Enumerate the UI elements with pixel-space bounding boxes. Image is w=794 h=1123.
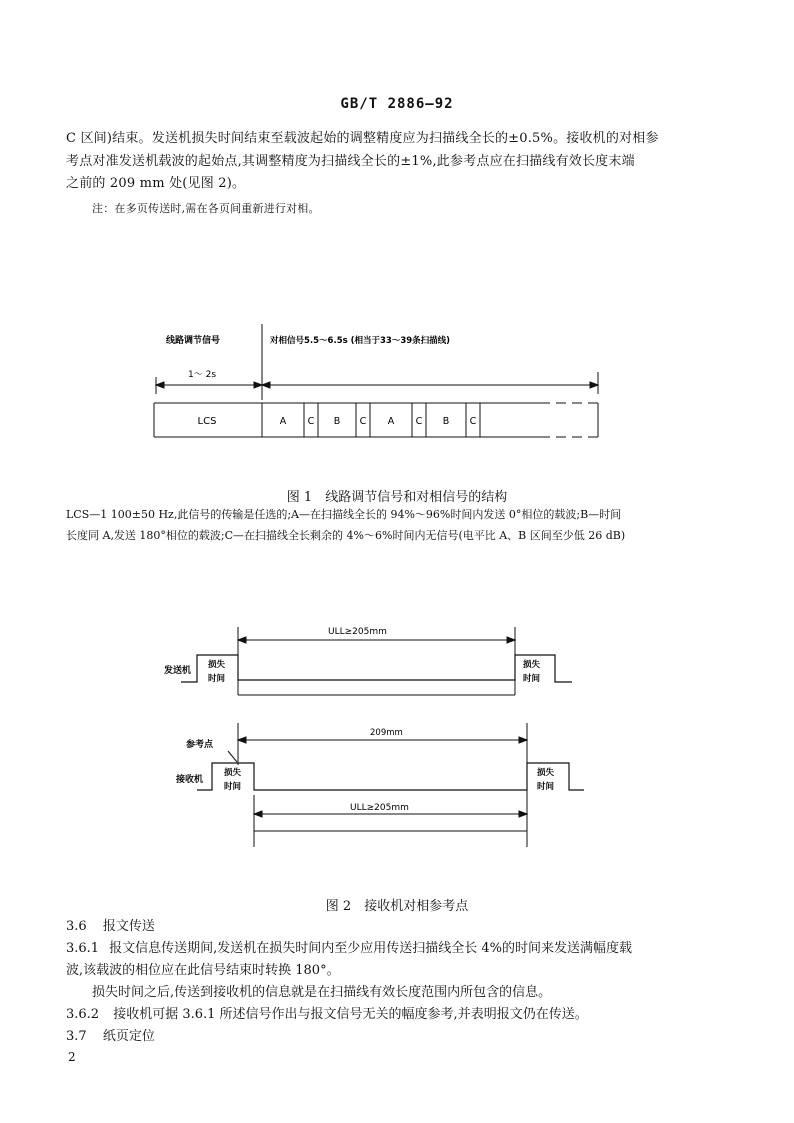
intro-line: 之前的 209 mm 处(见图 2)。	[66, 176, 246, 191]
section-number: 3.6.2	[66, 1007, 100, 1022]
figure-2-caption: 图 2 接收机对相参考点	[325, 899, 469, 914]
label-lcs-signal: 线路调节信号	[166, 336, 221, 346]
ull-bottom-label: ULL≥205mm	[350, 803, 409, 813]
legend-line: LCS—1 100±50 Hz,此信号的传输是任选的;A—在扫描线全长的 94%～96%时间内发送 0°相位的载波;B—时间	[66, 508, 622, 521]
loss-time-label: 损失	[224, 768, 242, 778]
document-header: GB/T 2886—92	[340, 96, 454, 112]
loss-time-label: 时间	[523, 674, 541, 684]
figure-2-diagram	[0, 615, 794, 855]
intro-paragraph	[66, 128, 716, 196]
section-3-6-2	[66, 1004, 588, 1026]
loss-time-label: 损失	[537, 768, 555, 778]
receiver-waveform	[197, 763, 584, 790]
section-text: 波,该载波的相位应在此信号结束时转换 180°。	[66, 963, 340, 978]
loss-time-label: 时间	[537, 782, 555, 792]
section-3-7	[66, 1026, 155, 1048]
note: 注：在多页传送时,需在各页间重新进行对相。	[92, 202, 320, 215]
intro-line: C 区间)结束。发送机损失时间结束至载波起始的调整精度应为扫描线全长的±0.5%。接收机的对相参	[66, 131, 659, 146]
paragraph-loss-time: 损失时间之后,传送到接收机的信息就是在扫描线有效长度范围内所包含的信息。	[92, 985, 552, 1000]
section-number: 3.6.1	[66, 941, 100, 956]
section-3-6-1	[66, 938, 726, 982]
cell-c: C	[359, 416, 367, 427]
cell-c: C	[469, 416, 477, 427]
page-number: 2	[68, 1050, 76, 1064]
legend-line: 长度同 A,发送 180°相位的载波;C—在扫描线全长剩余的 4%～6%时间内无信号(电平比 A、B 区间至少低 26 dB)	[66, 529, 626, 542]
label-phase-signal: 对相信号5.5～6.5s (相当于33～39条扫描线)	[270, 336, 451, 346]
cell-c: C	[415, 416, 423, 427]
ref-point-label: 参考点	[186, 740, 214, 750]
receiver-label: 接收机	[176, 775, 204, 785]
ref-pointer	[228, 751, 237, 762]
sender-label: 发送机	[164, 666, 192, 676]
figure-1-legend	[66, 504, 726, 546]
duration-label: 1～ 2s	[188, 370, 217, 380]
section-number: 3.7	[66, 1029, 87, 1044]
section-title: 纸页定位	[102, 1029, 155, 1044]
section-3-6	[66, 916, 155, 938]
arrow-left	[156, 382, 164, 388]
cell-a: A	[279, 416, 287, 427]
loss-time-label: 时间	[224, 782, 242, 792]
cell-lcs: LCS	[197, 416, 217, 427]
ull-top-label: ULL≥205mm	[328, 627, 387, 637]
section-text: 接收机可据 3.6.1 所述信号作出与报文信号无关的幅度参考,并表明报文仍在传送。	[113, 1007, 588, 1022]
section-title: 报文传送	[102, 919, 155, 934]
cell-b: B	[333, 416, 341, 427]
section-text: 报文信息传送期间,发送机在损失时间内至少应用传送扫描线全长 4%的时间来发送满幅度载	[109, 941, 632, 956]
cell-b: B	[442, 416, 450, 427]
loss-time-label: 损失	[523, 660, 541, 670]
figure-1-diagram	[0, 310, 794, 460]
arrow-mid-right	[262, 382, 270, 388]
loss-time-label: 损失	[208, 660, 226, 670]
sender-waveform	[181, 655, 572, 682]
loss-time-label: 时间	[208, 674, 226, 684]
section-number: 3.6	[66, 919, 87, 934]
arrow-right	[590, 382, 598, 388]
cell-a: A	[387, 416, 395, 427]
cell-c: C	[307, 416, 315, 427]
figure-1-caption: 图 1 线路调节信号和对相信号的结构	[286, 490, 508, 505]
distance-label: 209mm	[370, 728, 403, 738]
intro-line: 考点对准发送机载波的起始点,其调整精度为扫描线全长的±1%,此参考点应在扫描线有效长度末端	[66, 153, 635, 169]
